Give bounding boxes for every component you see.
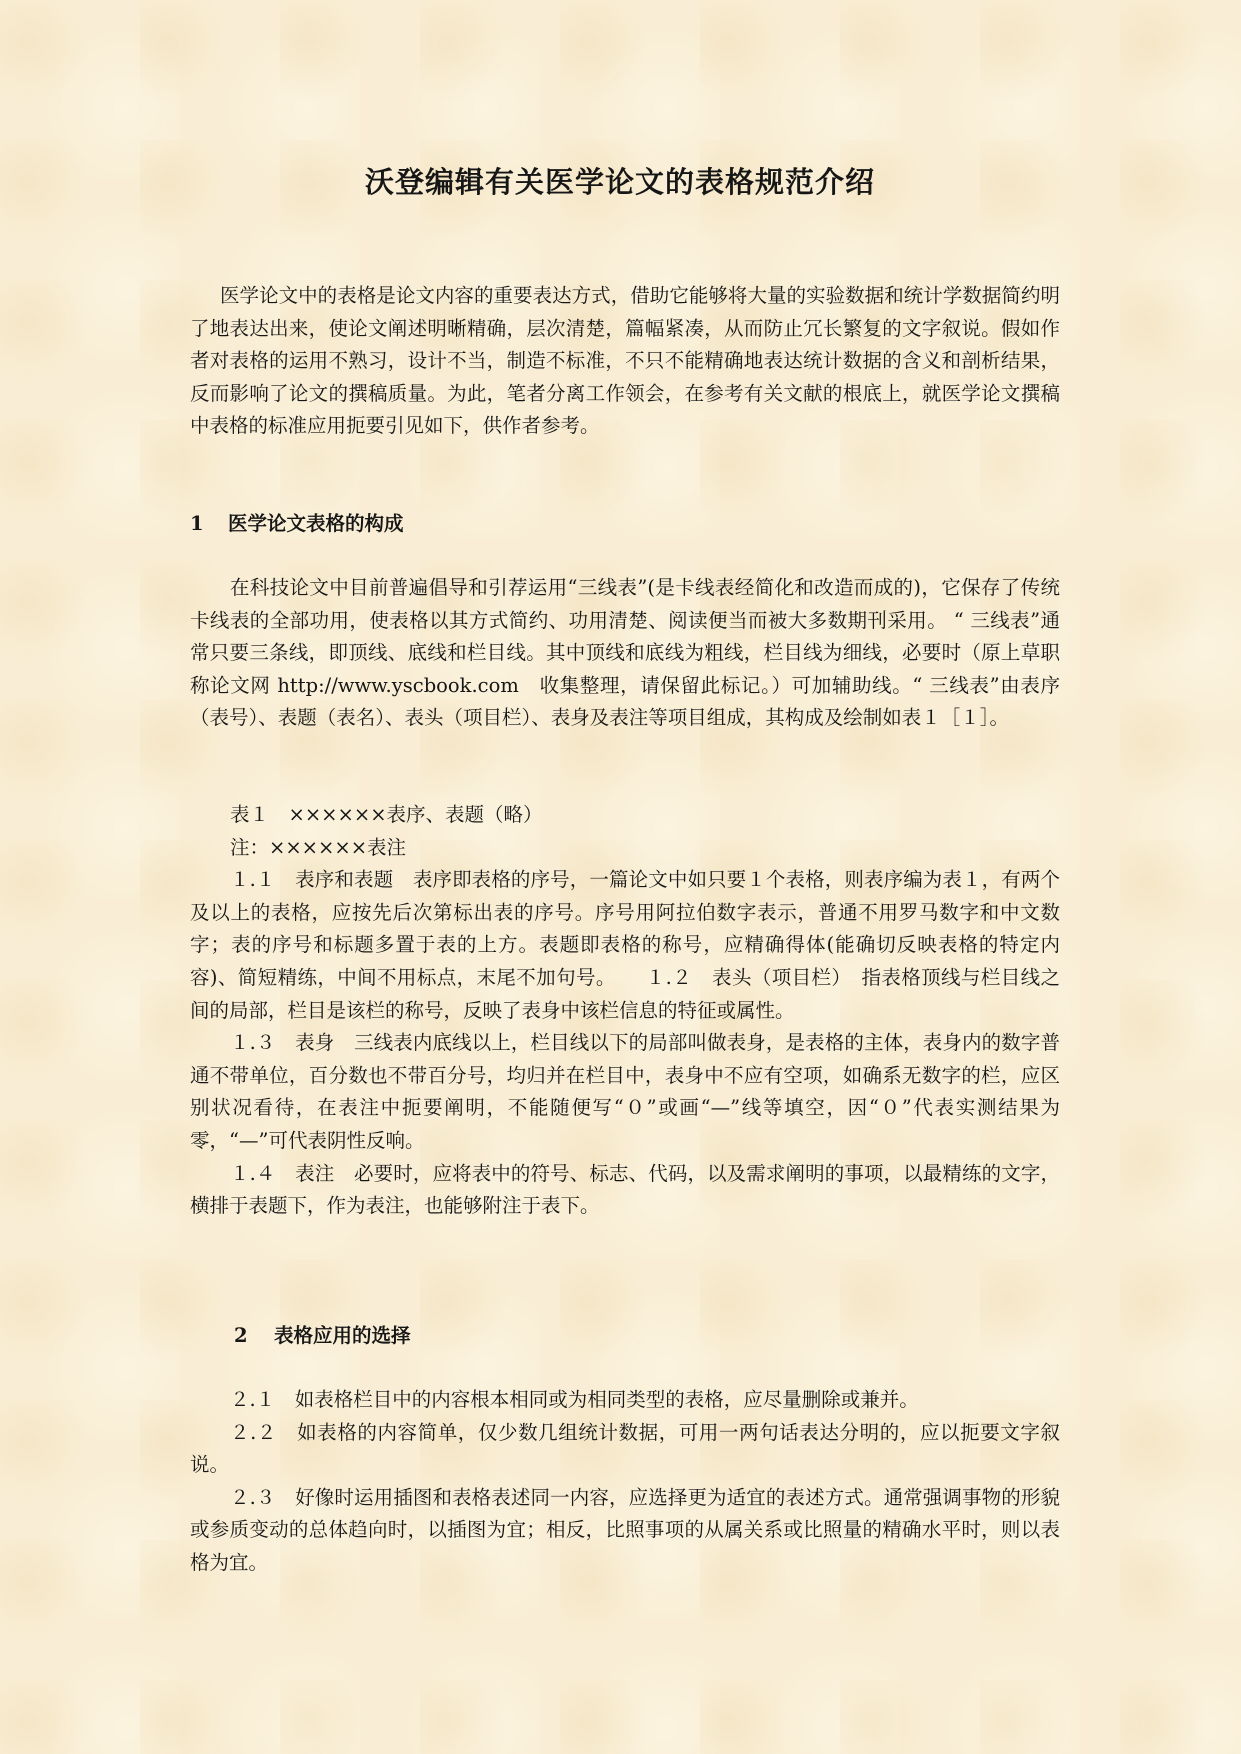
- subsection-1-1: １.１ 表序和表题 表序即表格的序号，一篇论文中如只要１个表格，则表序编为表１，有两个及以上的表格，应按先后次第标出表的序号。序号用阿拉伯数字表示，普通不用罗马数字和中文数字；表的序号和标题多置于表的上方。表题即表格的称号，应精确得体(能确切反映表格的特定内容)、简短精练，中间不用标点，末尾不加句号。 １.２ 表头（项目栏） 指表格顶线与栏目线之间的局部，栏目是该栏的称号，反映了表身中该栏信息的特征或属性。: [190, 868, 1060, 1022]
- page-title: 沃登编辑有关医学论文的表格规范介绍: [364, 165, 875, 199]
- table-caption-example: 表１ ××××××表序、表题（略）: [230, 803, 543, 826]
- section-1-paragraph: 在科技论文中目前普遍倡导和引荐运用“三线表”(是卡线表经简化和改造而成的)，它保存了传统卡线表的全部功用，使表格以其方式简约、功用清楚、阅读便当而被大多数期刊采用。 “ 三线表”通常只要三条线，即顶线、底线和栏目线。其中顶线和底线为粗线，栏目线为细线，必要时（原上草职称论文网 http://www.yscbook.com 收集整理，请保留此标记。）可加辅助线。“ 三线表”由表序（表号）、表题（表名）、表头（项目栏）、表身及表注等项目组成，其构成及绘制如表１［１］。: [190, 576, 1060, 730]
- section-2-body: [190, 1384, 1060, 1580]
- section-1-number: 1: [190, 512, 204, 535]
- section-2-heading: [190, 1320, 411, 1352]
- section-1-title: 医学论文表格的构成: [228, 512, 404, 535]
- subsection-1-4: １.４ 表注 必要时，应将表中的符号、标志、代码，以及需求阐明的事项，以最精练的文字，横排于表题下，作为表注，也能够附注于表下。: [190, 1161, 1060, 1218]
- document-page: [190, 0, 1060, 1754]
- section-2-number: 2: [234, 1324, 248, 1347]
- table-note-example: 注：××××××表注: [230, 835, 407, 859]
- section-1-body: [190, 572, 1060, 735]
- subsection-2-3: ２.３ 好像时运用插图和表格表述同一内容，应选择更为适宜的表述方式。通常强调事物的形貌或参质变动的总体趋向时，以插图为宜；相反，比照事项的从属关系或比照量的精确水平时，则以表格为宜。: [190, 1485, 1060, 1574]
- section-1-subsections: [190, 799, 1060, 1223]
- section-2-title: 表格应用的选择: [274, 1324, 411, 1347]
- section-1-heading: [190, 508, 404, 540]
- intro-section: [190, 280, 1060, 443]
- subsection-2-2: ２.２ 如表格的内容简单，仅少数几组统计数据，可用一两句话表达分明的，应以扼要文字叙说。: [190, 1420, 1060, 1477]
- subsection-1-3: １.３ 表身 三线表内底线以上，栏目线以下的局部叫做表身，是表格的主体，表身内的数字普通不带单位，百分数也不带百分号，均归并在栏目中，表身中不应有空项，如确系无数字的栏，应区别状况看待，在表注中扼要阐明，不能随便写“０”或画“—”线等填空，因“０”代表实测结果为零，“—”可代表阴性反响。: [190, 1031, 1060, 1152]
- subsection-2-1: ２.１ 如表格栏目中的内容根本相同或为相同类型的表格，应尽量删除或兼并。: [230, 1388, 919, 1411]
- intro-paragraph: 医学论文中的表格是论文内容的重要表达方式，借助它能够将大量的实验数据和统计学数据简约明了地表达出来，使论文阐述明晰精确，层次清楚，篇幅紧凑，从而防止冗长繁复的文字叙说。假如作者对表格的运用不熟习，设计不当，制造不标准，不只不能精确地表达统计数据的含义和剖析结果，反而影响了论文的撰稿质量。为此，笔者分离工作领会，在参考有关文献的根底上，就医学论文撰稿中表格的标准应用扼要引见如下，供作者参考。: [190, 284, 1060, 438]
